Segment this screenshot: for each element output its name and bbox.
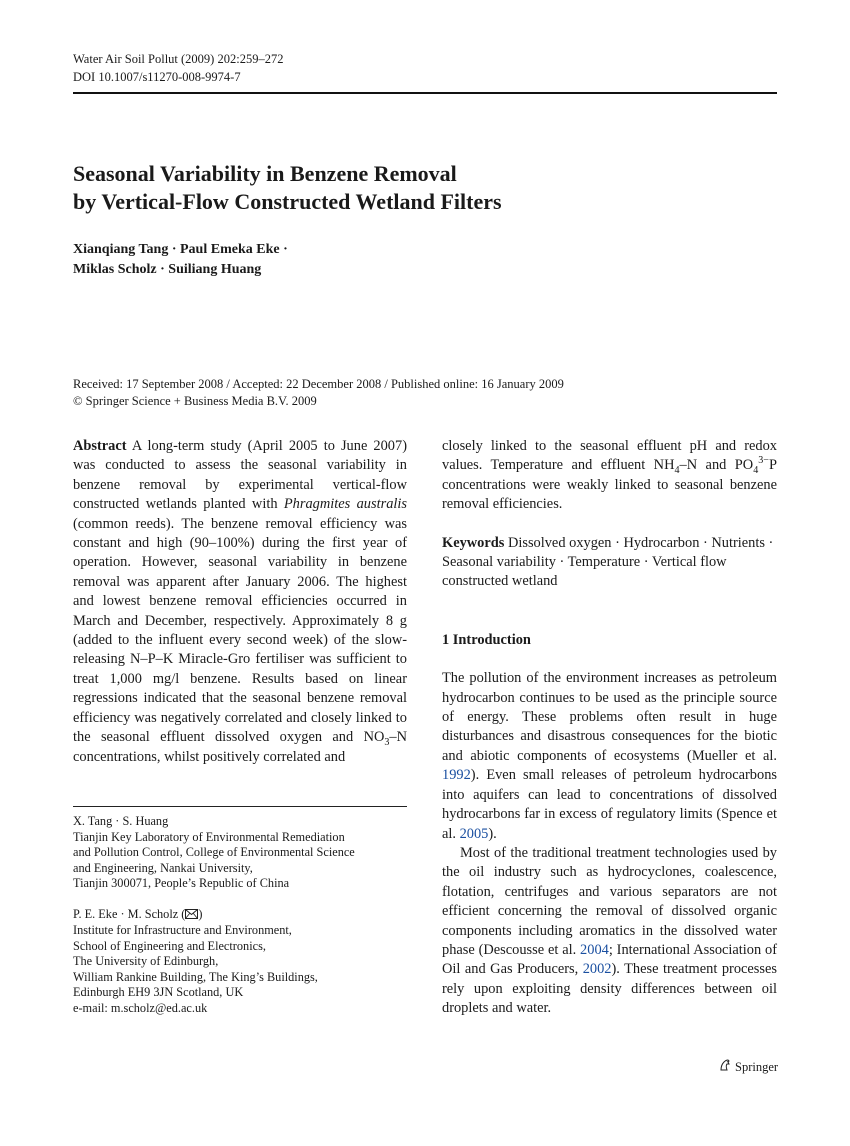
- abstract-text: closely linked to the seasonal effluent pH and redox values. Temperature and effluent NH: [442, 438, 777, 474]
- springer-horse-icon: [718, 1058, 732, 1076]
- abstract-continued: [442, 437, 777, 515]
- affiliation-names: [73, 907, 413, 924]
- affiliation-names-end: ): [198, 906, 203, 921]
- left-column: [73, 437, 407, 767]
- footnote-rule: [73, 806, 407, 807]
- abstract-text: P concentrations were weakly linked to seasonal benzene removal efficiencies.: [442, 457, 777, 513]
- intro-text: Most of the traditional treatment technologies used by the oil industry such as hydrocyclones, coalescence, flotation, centrifuges and various separators are not efficient concerning the removal of dissolved organic components including aromatics in the dissolved water phase (Descousse et al.: [442, 844, 777, 958]
- abstract-paragraph: [73, 437, 407, 767]
- authors-line-1: Xianqiang Tang · Paul Emeka Eke ·: [73, 242, 288, 257]
- superscript: 3−: [758, 455, 769, 467]
- copyright-notice: © Springer Science + Business Media B.V. 2009: [73, 393, 317, 408]
- keywords-label: Keywords: [442, 534, 505, 551]
- intro-paragraph-1: [442, 669, 777, 844]
- affiliations: [73, 814, 413, 1016]
- affiliation-names-text: P. E. Eke · M. Scholz (: [73, 906, 186, 921]
- author-list: [73, 240, 288, 280]
- title-line-2: by Vertical-Flow Constructed Wetland Filters: [73, 189, 502, 214]
- intro-text: ).: [488, 825, 497, 842]
- history-dates: Received: 17 September 2008 / Accepted: 22 December 2008 / Published online: 16 January 2009: [73, 377, 564, 391]
- affiliation-line: Institute for Infrastructure and Environment,: [73, 923, 292, 937]
- affiliation-line: Tianjin 300071, People’s Republic of China: [73, 876, 290, 890]
- subscript: 4: [753, 465, 759, 477]
- publisher-name: Springer: [735, 1059, 779, 1074]
- intro-text: ). These treatment processes rely upon exploiting density differences between oil droplets and water.: [442, 961, 777, 1017]
- citation-link[interactable]: 2004: [580, 941, 609, 958]
- intro-text: ; International Association of Oil and Gas Producers,: [442, 941, 778, 978]
- affiliation-line: X. Tang · S. Huang: [73, 814, 169, 828]
- abstract-text: A long-term study (April 2005 to June 2007) was conducted to assess the seasonal variability in benzene removal by experimental vertical-flow constructed wetlands planted with: [73, 438, 407, 513]
- subscript: 4: [674, 465, 680, 477]
- affiliation-line: and Pollution Control, College of Environmental Science: [73, 845, 355, 859]
- journal-citation: Water Air Soil Pollut (2009) 202:259–272: [73, 52, 284, 66]
- citation-link[interactable]: 1992: [442, 767, 471, 784]
- intro-text: ). Even small releases of petroleum hydrocarbons into aquifers can lead to concentrations of dissolved hydrocarbons far in excess of regulatory limits (Spence et al.: [442, 767, 777, 842]
- affiliation-line: William Rankine Building, The King’s Buildings,: [73, 969, 318, 984]
- species-name: Phragmites australis: [283, 496, 407, 513]
- header-rule: [73, 92, 777, 94]
- journal-header: [73, 50, 283, 86]
- intro-paragraph-2: [442, 844, 777, 1019]
- title-line-1: Seasonal Variability in Benzene Removal: [73, 161, 457, 186]
- affiliation-line: The University of Edinburgh,: [73, 954, 219, 968]
- authors-line-2: Miklas Scholz · Suiliang Huang: [73, 262, 262, 277]
- article-history: [73, 376, 564, 409]
- article-title: [73, 160, 502, 216]
- affiliation-line: Edinburgh EH9 3JN Scotland, UK: [73, 985, 244, 999]
- intro-text: The pollution of the environment increases as petroleum hydrocarbon continues to be used as the principle source of energy. These problems often result in huge disturbances and disastrous consequences for the biotic and abiotic components of ecosystems (Mueller et al.: [442, 670, 777, 764]
- keywords-text: Dissolved oxygen · Hydrocarbon · Nutrients · Seasonal variability · Temperature · Vertical flow constructed wetland: [442, 534, 774, 590]
- email-line[interactable]: e-mail: m.scholz@ed.ac.uk: [73, 1000, 208, 1015]
- subscript: 3: [384, 736, 390, 748]
- journal-doi: DOI 10.1007/s11270-008-9974-7: [73, 70, 241, 84]
- affiliation-line: and Engineering, Nankai University,: [73, 860, 253, 875]
- right-column: [442, 437, 777, 1019]
- citation-link[interactable]: 2005: [459, 825, 489, 842]
- abstract-label: Abstract: [73, 438, 127, 454]
- abstract-text: (common reeds). The benzene removal efficiency was constant and high (90–100%) during the first year of operation. However, seasonal variability in benzene removal was apparent after January 2006. The highest and lowest benzene removal efficiencies occurred in March and December, respectively. Approximately 8 g (added to the influent every second week) of the slow-releasing N–P–K Miracle-Gro fertiliser was sufficient to treat 1,000 mg/l benzene. Results based on linear regressions indicated that the seasonal benzene removal efficiency was negatively correlated and closely linked to the seasonal effluent dissolved oxygen and NO: [73, 515, 407, 746]
- publisher-footer: [718, 1058, 778, 1076]
- citation-link[interactable]: 2002: [582, 961, 612, 978]
- keywords: [442, 534, 777, 592]
- abstract-text: –N concentrations, whilst positively correlated and: [73, 729, 407, 765]
- section-heading: 1 Introduction: [442, 631, 531, 648]
- affiliation-line: Tianjin Key Laboratory of Environmental Remediation: [73, 829, 345, 844]
- affiliation-line: School of Engineering and Electronics,: [73, 938, 266, 953]
- abstract-text: –N and PO: [679, 457, 754, 474]
- envelope-icon[interactable]: [185, 908, 198, 924]
